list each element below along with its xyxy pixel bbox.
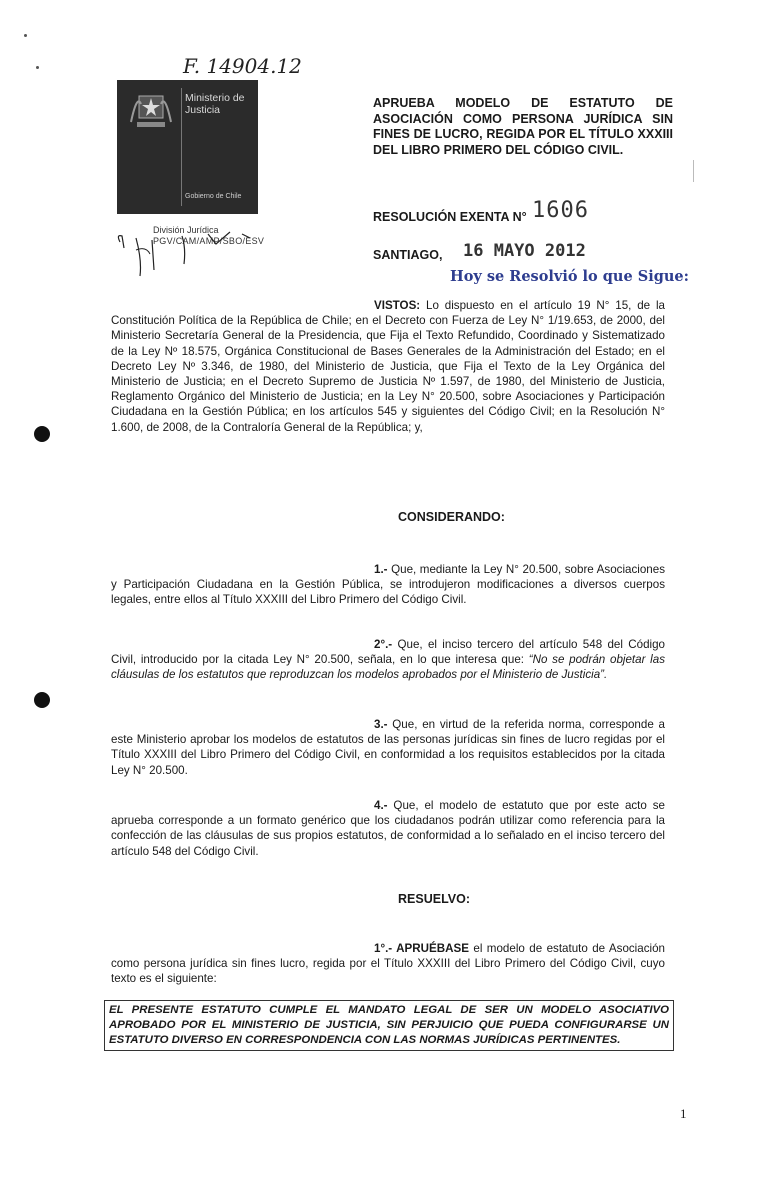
considerando-item	[111, 717, 665, 778]
city-label: SANTIAGO,	[373, 248, 443, 262]
resuelvo-heading: RESUELVO:	[398, 892, 470, 906]
item-number: 3.-	[374, 718, 388, 731]
item-quote: “No se podrán objetar las cláusulas de los estatutos que reproduzcan los modelos aprobados por el Ministerio de Justicia”.	[111, 653, 666, 682]
item-text: Que, mediante la Ley N° 20.500, sobre Asociaciones y Participación Ciudadana en la Gestión Pública, se introdujeron modificaciones a diversos cuerpos legales, entre ellos al Título XXXIII del Libro Primero del Código Civil.	[111, 563, 665, 607]
item-number: 2°.-	[374, 638, 393, 651]
resolution-number: 1606	[532, 198, 589, 223]
item-text: Que, el modelo de estatuto que por este acto se aprueba corresponde a un formato genérico que los ciudadanos podrán utilizar como referencia para la confección de las cláusulas de sus propios estatutos, de conformidad a lo señalado en el inciso tercero del artículo 548 del Código Civil.	[111, 799, 665, 858]
punch-hole	[34, 426, 50, 442]
resuelvo-text: el modelo de estatuto de Asociación como persona jurídica sin fines lucro, regida por el Título XXXIII del Libro Primero del Código Civil, cuyo texto es el siguiente:	[111, 942, 665, 986]
vistos-label: VISTOS:	[374, 299, 421, 312]
ministry-name: Ministerio de Justicia	[185, 92, 245, 116]
considerando-item	[111, 562, 665, 608]
division-label: División Jurídica	[153, 225, 219, 235]
scan-speck	[36, 66, 39, 69]
item-text: Que, el inciso tercero del artículo 548 del Código Civil, introducido por la citada Ley N° 20.500, señala, en lo que interesa que:	[111, 638, 665, 667]
author-initials: PGV/CAM/AMP/SBO/ESV	[153, 236, 265, 246]
scan-speck	[24, 34, 27, 37]
considerando-heading: CONSIDERANDO:	[398, 510, 505, 524]
document-title: APRUEBA MODELO DE ESTATUTO DE ASOCIACIÓN COMO PERSONA JURÍDICA SIN FINES DE LUCRO, REGIDA POR EL TÍTULO XXXIII DEL LIBRO PRIMERO DEL CÓDIGO CIVIL.	[373, 96, 673, 157]
handwritten-code: F. 14904.12	[183, 54, 302, 78]
logo-divider	[181, 88, 182, 206]
statute-notice-box: EL PRESENTE ESTATUTO CUMPLE EL MANDATO LEGAL DE SER UN MODELO ASOCIATIVO APROBADO POR EL MINISTERIO DE JUSTICIA, SIN PERJUICIO QUE PUEDA CONFIGURARSE UN ESTATUTO DIVERSO EN CORRESPONDENCIA CON LAS NORMAS JURÍDICAS PERTINENTES.	[104, 1000, 674, 1051]
resuelvo-number: 1°.- APRUÉBASE	[374, 942, 469, 955]
vistos-text: Lo dispuesto en el artículo 19 N° 15, de la Constitución Política de la República de Chile; en el Decreto con Fuerza de Ley N° 1/19.653, de 2000, del Ministerio Secretaría General de la Presidencia, que Fija el Texto Refundido, Coordinado y Sistematizado de la Ley Nº 18.575, Orgánica Constitucional de Bases Generales de la Administración del Estado; en el Decreto Ley Nº 3.346, de 1980, del Ministerio de Justicia, que Fija el Texto de la Ley Orgánica del Ministerio de Justicia; en el Decreto Supremo de Justicia Nº 1.597, de 1980, del Ministerio de Justicia, Reglamento Orgánico del Ministerio de Justicia; en la Ley N° 20.500, sobre Asociaciones y Participación Ciudadana en la Gestión Pública; en los artículos 545 y siguientes del Código Civil; en la Resolución N° 1.600, de 2008, de la Contraloría General de la República; y,	[111, 299, 665, 434]
item-text: Que, en virtud de la referida norma, corresponde a este Ministerio aprobar los modelos de estatutos de las personas jurídicas sin fines de lucro regidas por el Título XXXIII del Libro Primero del Código Civil, en conformidad a los requisitos establecidos por la citada Ley N° 20.500.	[111, 718, 665, 777]
resuelvo-paragraph	[111, 941, 665, 987]
page-number: 1	[680, 1106, 687, 1121]
government-label: Gobierno de Chile	[185, 193, 242, 200]
vistos-paragraph	[111, 298, 665, 435]
item-number: 1.-	[374, 563, 388, 576]
scan-mark	[693, 160, 694, 182]
resolution-stamp: Hoy se Resolvió lo que Sigue:	[450, 268, 689, 285]
ministry-logo	[117, 80, 258, 214]
considerando-item	[111, 637, 665, 683]
handwritten-signature	[112, 220, 265, 280]
coat-of-arms-icon	[127, 86, 175, 130]
item-number: 4.-	[374, 799, 388, 812]
resolution-label: RESOLUCIÓN EXENTA N°	[373, 210, 527, 224]
punch-hole	[34, 692, 50, 708]
considerando-item	[111, 798, 665, 859]
resolution-date: 16 MAYO 2012	[463, 241, 586, 261]
